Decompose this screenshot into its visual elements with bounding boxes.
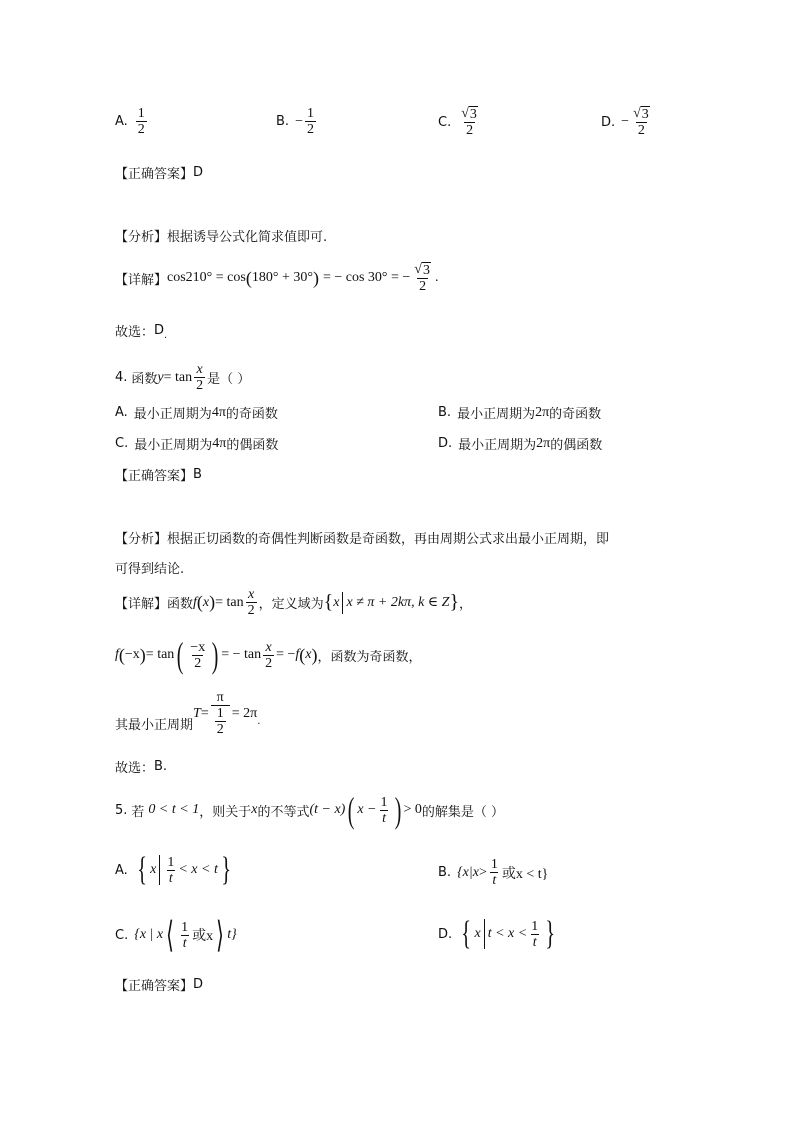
q4-detail: 【详解】 函数 f ( x ) = tan $\frac{x}{2}$ ，定义域为 { x x ≠ π + 2kπ, k ∈ Z } ， xyxy=(115,587,473,618)
q4-correct-answer: 【正确答案】 B xyxy=(115,467,202,484)
q4-detail-line2: f ( −x ) = tan ( $\frac{-x}{2}$ ) = − tan $\frac{x}{2}$ = − f ( x ) ，函数为奇函数， xyxy=(115,635,422,675)
q4-period: 其最小正周期 T = $\frac{\pi}{\frac{1}{2}}$ = 2π . xyxy=(115,690,261,737)
q5-option-b: B. {x|x > $\frac{1}{t}$ 或x < t} xyxy=(438,857,549,888)
q3-option-d: D. − √ 3 2 xyxy=(601,106,654,138)
fraction: $\frac{1}{t}$ xyxy=(380,794,388,826)
fraction: $\frac{-x}{2}$ xyxy=(190,639,206,671)
fraction: $\frac{1}{t}$ xyxy=(167,854,175,886)
fraction: √ 3 2 xyxy=(633,106,649,138)
fraction: $\frac{1}{t}$ xyxy=(531,918,539,950)
q4-option-d: D. 最小正周期为 2π 的偶函数 xyxy=(438,435,603,453)
fraction: $\frac{1}{t}$ xyxy=(181,919,189,951)
q3-option-a: A. $\frac{1}{2}$ xyxy=(115,106,145,137)
q4-option-b: B. 最小正周期为 2π 的奇函数 xyxy=(438,404,602,422)
q5-stem: 5. 若 0 < t < 1 ，则关于 x 的不等式 (t − x) ( x − $\frac{1}{t}$ ) > 0 的解集是（ ） xyxy=(115,790,505,830)
fraction: $\frac{1}{2}$ xyxy=(306,106,314,137)
q5-correct-answer: 【正确答案】 D xyxy=(115,977,204,994)
fraction: $\frac{\pi}{\frac{1}{2}}$ xyxy=(211,690,230,737)
q3-correct-answer: 【正确答案】 D xyxy=(115,165,204,182)
q4-option-c: C. 最小正周期为 4π 的偶函数 xyxy=(115,435,279,453)
fraction: √ 3 2 xyxy=(414,262,430,294)
fraction: $\frac{1}{2}$ xyxy=(137,106,145,137)
q5-option-a: A. { x $\frac{1}{t}$ < x < t } xyxy=(115,851,231,888)
fraction: $\frac{1}{t}$ xyxy=(490,857,498,888)
q4-analysis-line2: 可得到结论. xyxy=(115,562,185,577)
q4-stem: 4. 函数 y = tan $\frac{x}{2}$ 是（ ） xyxy=(115,362,251,393)
q3-choose: 故选： D . xyxy=(115,323,168,341)
fraction: $\frac{x}{2}$ xyxy=(247,587,255,618)
q3-option-b: B. − $\frac{1}{2}$ xyxy=(276,106,314,137)
q4-option-a: A. 最小正周期为 4π 的奇函数 xyxy=(115,404,278,422)
q4-choose: 故选： B. xyxy=(115,759,168,776)
q4-analysis-line1: 【分析】 根据正切函数的奇偶性判断函数是奇函数，再由周期公式求出最小正周期，即 xyxy=(115,532,610,547)
fraction: $\frac{x}{2}$ xyxy=(265,639,273,671)
q5-option-c: C. {x | x ⟨ $\frac{1}{t}$ 或x ⟩ t} xyxy=(115,915,237,955)
fraction: √ 3 2 xyxy=(461,106,477,138)
q5-option-d: D. { x t < x < $\frac{1}{t}$ } xyxy=(438,915,556,952)
q3-analysis: 【分析】 根据诱导公式化简求值即可. xyxy=(115,230,328,245)
q3-detail: 【详解】 cos210° = cos ( 180° + 30° ) = − cos 30° = − √ 3 2 . xyxy=(115,262,439,294)
q3-option-c: C. √ 3 2 xyxy=(438,106,482,138)
fraction: $\frac{x}{2}$ xyxy=(196,362,204,393)
